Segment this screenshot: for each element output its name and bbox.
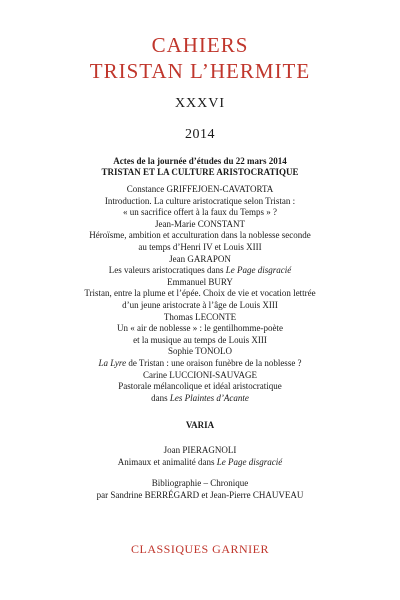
bibliography-authors: par Sandrine BERRÉGARD et Jean-Pierre CHAUVEAU [96,489,304,500]
toc-article-title [0,358,400,370]
toc-article-title: d’un jeune aristocrate à l’âge de Louis XIII [122,299,278,310]
toc-article-title: Introduction. La culture aristocratique selon Tristan : [104,195,296,206]
toc-entry [0,277,400,312]
toc-author: Emmanuel BURY [167,276,233,287]
series-title-line1: CAHIERS [151,33,249,57]
toc-author: Jean-Marie CONSTANT [154,218,245,229]
toc-article-title: Tristan, entre la plume et l’épée. Choix de vie et vocation lettrée [84,288,316,299]
toc-article-title: Héroïsme, ambition et acculturation dans la noblesse seconde [89,230,311,241]
toc-author: Thomas LECONTE [163,311,237,322]
bibliography-title: Bibliographie – Chronique [151,478,249,488]
subtitle-line1: Actes de la journée d’études du 22 mars 2014 [113,156,287,166]
toc-work-title: La Lyre [98,357,127,368]
toc-work-title: Le Page disgracié [225,265,292,276]
toc-article-title [0,393,400,405]
toc-entry [0,312,400,347]
varia-title-text: Animaux et animalité dans [117,456,217,467]
issue-subtitle [0,156,400,178]
bibliography-section [0,478,400,501]
toc-author: Constance GRIFFEJOEN-CAVATORTA [126,184,274,194]
series-title-line2: TRISTAN L’HERMITE [89,59,311,83]
toc-entry [0,219,400,254]
varia-entry [0,445,400,468]
toc-article-title: « un sacrifice offert à la faux du Temps » ? [123,207,277,218]
toc-author: Jean GARAPON [169,253,231,264]
toc-article-title: Un « air de noblesse » : le gentilhomme-poète [117,323,283,334]
varia-author: Joan PIERAGNOLI [163,445,237,455]
toc-article-title: au temps d’Henri IV et Louis XIII [138,241,262,252]
publication-year: 2014 [185,127,215,142]
subtitle-line2: TRISTAN ET LA CULTURE ARISTOCRATIQUE [101,167,299,177]
toc-entry [0,254,400,277]
toc-entry [0,370,400,405]
varia-article-title [0,457,400,469]
toc-entry [0,184,400,219]
toc-title-text: Les valeurs aristocratiques dans [108,265,226,276]
toc-article-title: et la musique au temps de Louis XIII [133,334,267,345]
toc-author: Sophie TONOLO [168,346,232,357]
table-of-contents [0,184,400,404]
varia-work-title: Le Page disgracié [216,456,283,467]
publisher-name: CLASSIQUES GARNIER [130,542,269,556]
toc-work-title: Les Plaintes d’Acante [169,392,249,403]
toc-article-title [0,265,400,277]
toc-author: Carine LUCCIONI-SAUVAGE [142,369,258,380]
toc-article-title: Pastorale mélancolique et idéal aristocratique [118,381,282,392]
volume-number: XXXVI [174,96,226,111]
toc-entry [0,346,400,369]
toc-title-text: de Tristan : une oraison funèbre de la noblesse ? [126,357,302,368]
varia-heading: VARIA [185,420,215,430]
toc-title-text: dans [151,392,170,403]
